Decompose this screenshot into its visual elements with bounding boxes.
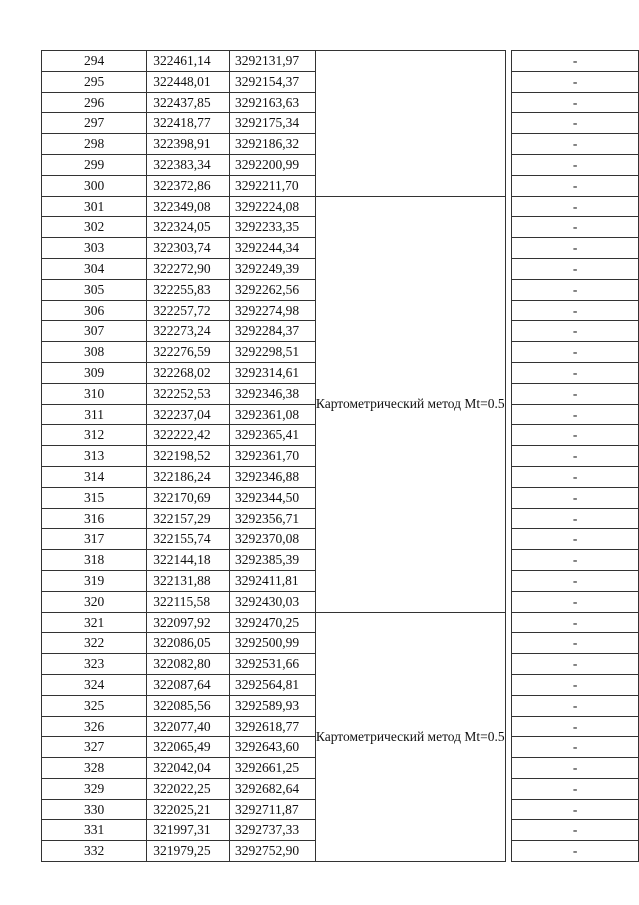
point-number: 332 [42, 841, 147, 862]
point-number: 331 [42, 820, 147, 841]
note-cell: - [512, 446, 639, 467]
x-coordinate: 322155,74 [147, 529, 230, 550]
y-coordinate: 3292200,99 [229, 154, 315, 175]
table-row [42, 51, 639, 72]
point-number: 329 [42, 778, 147, 799]
x-coordinate: 322082,80 [147, 654, 230, 675]
point-number: 324 [42, 674, 147, 695]
y-coordinate: 3292682,64 [229, 778, 315, 799]
x-coordinate: 322276,59 [147, 342, 230, 363]
point-number: 315 [42, 487, 147, 508]
method-cell: Картометрический метод Mt=0.5 [315, 196, 505, 612]
note-cell: - [512, 737, 639, 758]
x-coordinate: 322324,05 [147, 217, 230, 238]
x-coordinate: 322085,56 [147, 695, 230, 716]
table-row [42, 196, 639, 217]
point-number: 312 [42, 425, 147, 446]
note-cell: - [512, 383, 639, 404]
column-gap [505, 674, 512, 695]
point-number: 325 [42, 695, 147, 716]
column-gap [505, 134, 512, 155]
note-cell: - [512, 71, 639, 92]
column-gap [505, 113, 512, 134]
table-row [42, 612, 639, 633]
y-coordinate: 3292314,61 [229, 362, 315, 383]
x-coordinate: 322437,85 [147, 92, 230, 113]
column-gap [505, 612, 512, 633]
column-gap [505, 71, 512, 92]
column-gap [505, 633, 512, 654]
y-coordinate: 3292154,37 [229, 71, 315, 92]
x-coordinate: 322022,25 [147, 778, 230, 799]
y-coordinate: 3292385,39 [229, 550, 315, 571]
point-number: 327 [42, 737, 147, 758]
x-coordinate: 322131,88 [147, 570, 230, 591]
note-cell: - [512, 279, 639, 300]
note-cell: - [512, 487, 639, 508]
y-coordinate: 3292661,25 [229, 758, 315, 779]
column-gap [505, 487, 512, 508]
point-number: 309 [42, 362, 147, 383]
point-number: 323 [42, 654, 147, 675]
note-cell: - [512, 633, 639, 654]
y-coordinate: 3292711,87 [229, 799, 315, 820]
y-coordinate: 3292163,63 [229, 92, 315, 113]
column-gap [505, 175, 512, 196]
note-cell: - [512, 404, 639, 425]
column-gap [505, 258, 512, 279]
y-coordinate: 3292298,51 [229, 342, 315, 363]
note-cell: - [512, 778, 639, 799]
column-gap [505, 778, 512, 799]
y-coordinate: 3292356,71 [229, 508, 315, 529]
y-coordinate: 3292131,97 [229, 51, 315, 72]
x-coordinate: 322186,24 [147, 466, 230, 487]
x-coordinate: 322272,90 [147, 258, 230, 279]
y-coordinate: 3292752,90 [229, 841, 315, 862]
coordinates-table [41, 50, 639, 862]
x-coordinate: 322170,69 [147, 487, 230, 508]
note-cell: - [512, 238, 639, 259]
column-gap [505, 342, 512, 363]
note-cell: - [512, 425, 639, 446]
y-coordinate: 3292411,81 [229, 570, 315, 591]
column-gap [505, 238, 512, 259]
point-number: 308 [42, 342, 147, 363]
note-cell: - [512, 300, 639, 321]
point-number: 328 [42, 758, 147, 779]
y-coordinate: 3292531,66 [229, 654, 315, 675]
column-gap [505, 654, 512, 675]
x-coordinate: 321979,25 [147, 841, 230, 862]
point-number: 326 [42, 716, 147, 737]
y-coordinate: 3292361,08 [229, 404, 315, 425]
x-coordinate: 322303,74 [147, 238, 230, 259]
point-number: 330 [42, 799, 147, 820]
y-coordinate: 3292346,88 [229, 466, 315, 487]
note-cell: - [512, 758, 639, 779]
column-gap [505, 51, 512, 72]
x-coordinate: 322448,01 [147, 71, 230, 92]
column-gap [505, 362, 512, 383]
note-cell: - [512, 695, 639, 716]
column-gap [505, 529, 512, 550]
y-coordinate: 3292430,03 [229, 591, 315, 612]
y-coordinate: 3292211,70 [229, 175, 315, 196]
x-coordinate: 322065,49 [147, 737, 230, 758]
y-coordinate: 3292233,35 [229, 217, 315, 238]
y-coordinate: 3292500,99 [229, 633, 315, 654]
point-number: 313 [42, 446, 147, 467]
column-gap [505, 550, 512, 571]
point-number: 299 [42, 154, 147, 175]
point-number: 307 [42, 321, 147, 342]
point-number: 306 [42, 300, 147, 321]
y-coordinate: 3292186,32 [229, 134, 315, 155]
y-coordinate: 3292224,08 [229, 196, 315, 217]
point-number: 296 [42, 92, 147, 113]
y-coordinate: 3292361,70 [229, 446, 315, 467]
point-number: 311 [42, 404, 147, 425]
y-coordinate: 3292470,25 [229, 612, 315, 633]
x-coordinate: 322349,08 [147, 196, 230, 217]
point-number: 305 [42, 279, 147, 300]
x-coordinate: 322087,64 [147, 674, 230, 695]
note-cell: - [512, 591, 639, 612]
column-gap [505, 737, 512, 758]
column-gap [505, 758, 512, 779]
x-coordinate: 322252,53 [147, 383, 230, 404]
note-cell: - [512, 508, 639, 529]
note-cell: - [512, 321, 639, 342]
point-number: 303 [42, 238, 147, 259]
x-coordinate: 322383,34 [147, 154, 230, 175]
method-cell: Картометрический метод Mt=0.5 [315, 612, 505, 862]
point-number: 297 [42, 113, 147, 134]
column-gap [505, 508, 512, 529]
note-cell: - [512, 570, 639, 591]
note-cell: - [512, 466, 639, 487]
x-coordinate: 322115,58 [147, 591, 230, 612]
y-coordinate: 3292618,77 [229, 716, 315, 737]
column-gap [505, 799, 512, 820]
note-cell: - [512, 654, 639, 675]
column-gap [505, 383, 512, 404]
y-coordinate: 3292344,50 [229, 487, 315, 508]
x-coordinate: 322086,05 [147, 633, 230, 654]
y-coordinate: 3292643,60 [229, 737, 315, 758]
note-cell: - [512, 258, 639, 279]
note-cell: - [512, 612, 639, 633]
column-gap [505, 321, 512, 342]
point-number: 300 [42, 175, 147, 196]
column-gap [505, 92, 512, 113]
column-gap [505, 570, 512, 591]
note-cell: - [512, 799, 639, 820]
note-cell: - [512, 196, 639, 217]
y-coordinate: 3292274,98 [229, 300, 315, 321]
x-coordinate: 322255,83 [147, 279, 230, 300]
column-gap [505, 279, 512, 300]
x-coordinate: 322025,21 [147, 799, 230, 820]
note-cell: - [512, 175, 639, 196]
column-gap [505, 217, 512, 238]
point-number: 310 [42, 383, 147, 404]
x-coordinate: 322273,24 [147, 321, 230, 342]
y-coordinate: 3292370,08 [229, 529, 315, 550]
column-gap [505, 695, 512, 716]
point-number: 322 [42, 633, 147, 654]
note-cell: - [512, 716, 639, 737]
y-coordinate: 3292244,34 [229, 238, 315, 259]
x-coordinate: 322268,02 [147, 362, 230, 383]
note-cell: - [512, 154, 639, 175]
x-coordinate: 322077,40 [147, 716, 230, 737]
point-number: 295 [42, 71, 147, 92]
y-coordinate: 3292175,34 [229, 113, 315, 134]
column-gap [505, 154, 512, 175]
note-cell: - [512, 51, 639, 72]
point-number: 319 [42, 570, 147, 591]
x-coordinate: 322461,14 [147, 51, 230, 72]
x-coordinate: 322198,52 [147, 446, 230, 467]
column-gap [505, 841, 512, 862]
point-number: 301 [42, 196, 147, 217]
x-coordinate: 322042,04 [147, 758, 230, 779]
note-cell: - [512, 92, 639, 113]
column-gap [505, 466, 512, 487]
point-number: 314 [42, 466, 147, 487]
point-number: 321 [42, 612, 147, 633]
y-coordinate: 3292589,93 [229, 695, 315, 716]
point-number: 317 [42, 529, 147, 550]
y-coordinate: 3292262,56 [229, 279, 315, 300]
note-cell: - [512, 550, 639, 571]
column-gap [505, 300, 512, 321]
column-gap [505, 591, 512, 612]
x-coordinate: 322418,77 [147, 113, 230, 134]
column-gap [505, 404, 512, 425]
x-coordinate: 322144,18 [147, 550, 230, 571]
y-coordinate: 3292249,39 [229, 258, 315, 279]
point-number: 316 [42, 508, 147, 529]
column-gap [505, 446, 512, 467]
y-coordinate: 3292365,41 [229, 425, 315, 446]
x-coordinate: 322372,86 [147, 175, 230, 196]
x-coordinate: 322222,42 [147, 425, 230, 446]
note-cell: - [512, 674, 639, 695]
point-number: 302 [42, 217, 147, 238]
point-number: 294 [42, 51, 147, 72]
point-number: 320 [42, 591, 147, 612]
y-coordinate: 3292346,38 [229, 383, 315, 404]
y-coordinate: 3292284,37 [229, 321, 315, 342]
y-coordinate: 3292737,33 [229, 820, 315, 841]
x-coordinate: 322097,92 [147, 612, 230, 633]
column-gap [505, 196, 512, 217]
note-cell: - [512, 217, 639, 238]
note-cell: - [512, 134, 639, 155]
method-cell [315, 51, 505, 197]
x-coordinate: 322237,04 [147, 404, 230, 425]
x-coordinate: 322157,29 [147, 508, 230, 529]
note-cell: - [512, 820, 639, 841]
note-cell: - [512, 362, 639, 383]
point-number: 318 [42, 550, 147, 571]
note-cell: - [512, 841, 639, 862]
note-cell: - [512, 113, 639, 134]
column-gap [505, 425, 512, 446]
column-gap [505, 716, 512, 737]
x-coordinate: 322398,91 [147, 134, 230, 155]
x-coordinate: 321997,31 [147, 820, 230, 841]
note-cell: - [512, 342, 639, 363]
x-coordinate: 322257,72 [147, 300, 230, 321]
point-number: 304 [42, 258, 147, 279]
column-gap [505, 820, 512, 841]
y-coordinate: 3292564,81 [229, 674, 315, 695]
point-number: 298 [42, 134, 147, 155]
note-cell: - [512, 529, 639, 550]
